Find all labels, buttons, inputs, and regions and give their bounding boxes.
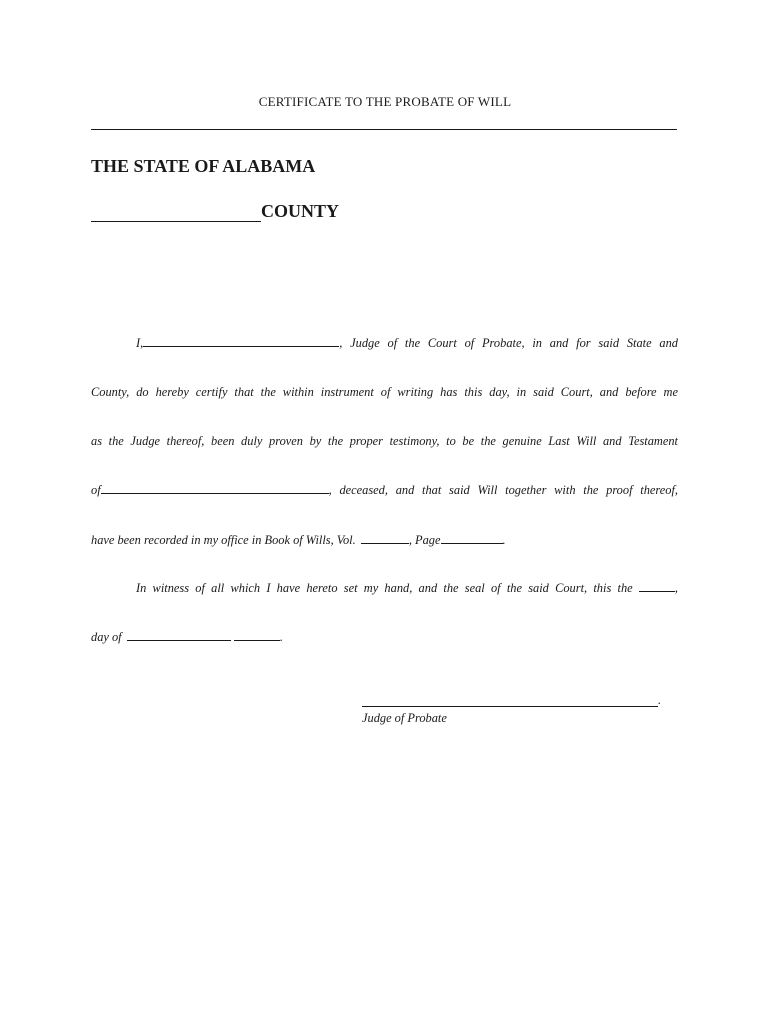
body-line-7 (91, 629, 678, 645)
testator-name-blank[interactable] (101, 482, 329, 494)
signature-label: Judge of Probate (362, 711, 447, 725)
body-line-5 (91, 532, 678, 548)
signature-period: . (658, 693, 662, 707)
judge-name-blank[interactable] (143, 335, 339, 347)
line5-prefix: have been recorded in my office in Book of Wills, Vol. (91, 533, 356, 547)
line6-suffix: , (674, 581, 678, 595)
volume-blank[interactable] (361, 532, 409, 544)
line1-prefix: I, (136, 336, 144, 350)
line7-prefix: day of (91, 630, 122, 644)
line7-suffix: . (279, 630, 283, 644)
title-underline-rule (91, 129, 677, 130)
line1-suffix: , Judge of the Court of Probate, in and for said State and (339, 336, 678, 350)
line5-mid: , Page (408, 533, 441, 547)
line4-suffix: , deceased, and that said Will together with the proof thereof, (328, 483, 678, 497)
line6-tail (639, 581, 678, 595)
document-title: CERTIFICATE TO THE PROBATE OF WILL (258, 94, 512, 109)
line5-suffix: . (502, 533, 506, 547)
body-line-1 (91, 335, 678, 351)
state-heading: THE STATE OF ALABAMA (91, 156, 316, 176)
body-line-2: County, do hereby certify that the within instrument of writing has this day, in said Court, and before me (91, 385, 678, 399)
body-line-6 (91, 580, 678, 596)
day-number-blank[interactable] (639, 580, 675, 592)
line6-text: In witness of all which I have hereto set my hand, and the seal of the said Court, this the (136, 581, 633, 595)
signature-line[interactable] (362, 706, 658, 707)
body-line-3: as the Judge thereof, been duly proven by the proper testimony, to be the genuine Last Will and Testament (91, 434, 678, 448)
county-label: COUNTY (261, 201, 340, 221)
month-blank[interactable] (127, 629, 231, 641)
line4-prefix: of (91, 483, 101, 497)
county-name-blank[interactable] (91, 205, 261, 222)
page-blank[interactable] (441, 532, 503, 544)
year-blank[interactable] (234, 629, 280, 641)
county-line (91, 201, 339, 222)
body-line-4 (91, 482, 678, 498)
